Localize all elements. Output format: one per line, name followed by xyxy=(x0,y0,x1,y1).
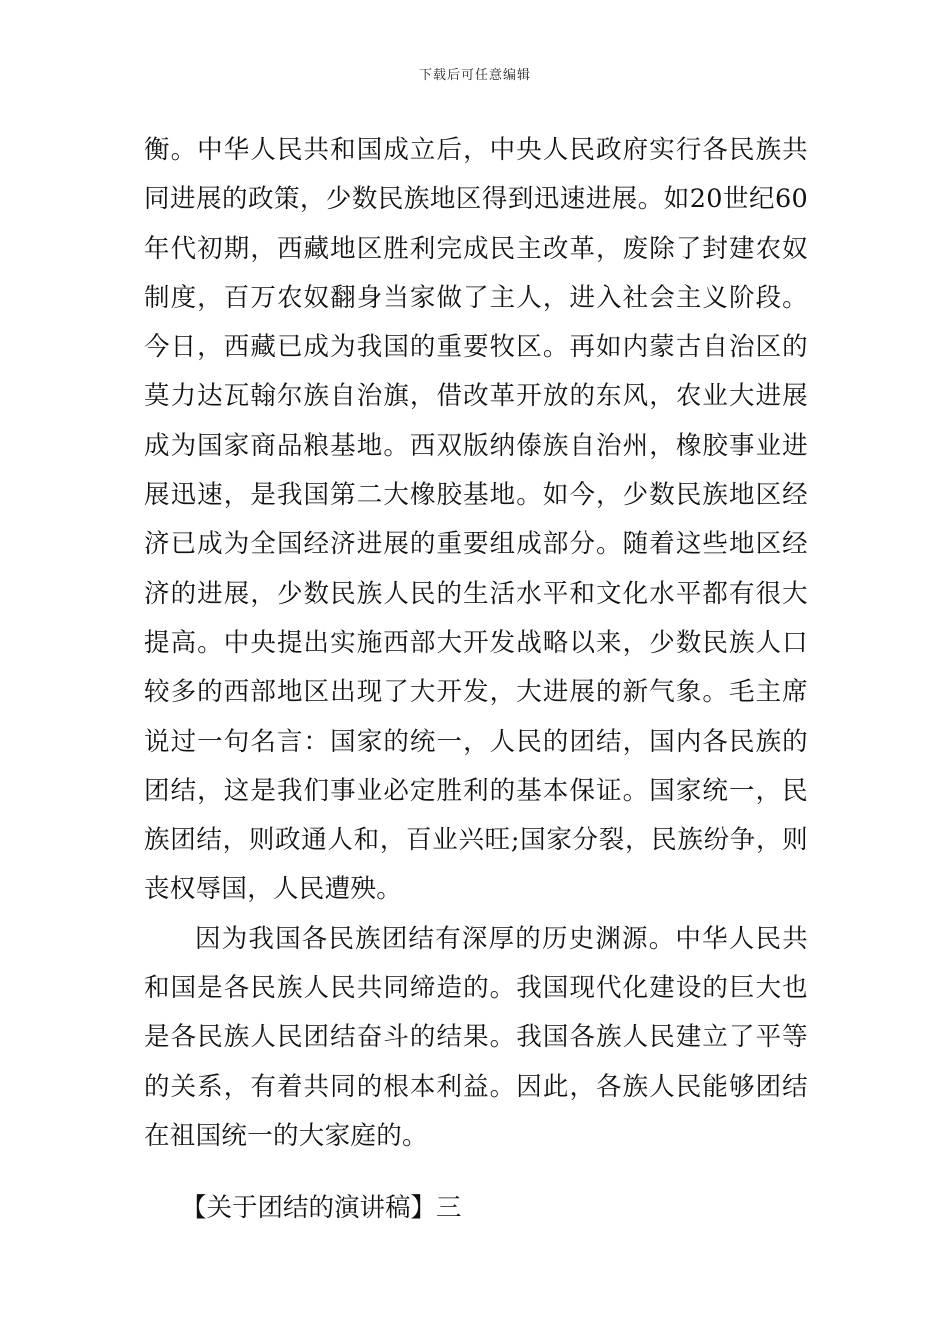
document-body xyxy=(144,126,808,1234)
paragraph-continued: 衡。中华人民共和国成立后，中央人民政府实行各民族共同进展的政策，少数民族地区得到迅速进展。如20世纪60年代初期，西藏地区胜利完成民主改革，废除了封建农奴制度，百万农奴翻身当家做了主人，进入社会主义阶段。今日，西藏已成为我国的重要牧区。再如内蒙古自治区的莫力达瓦翰尔族自治旗，借改革开放的东风，农业大进展成为国家商品粮基地。西双版纳傣族自治州，橡胶事业进展迅速，是我国第二大橡胶基地。如今，少数民族地区经济已成为全国经济进展的重要组成部分。随着这些地区经济的进展，少数民族人民的生活水平和文化水平都有很大提高。中央提出实施西部大开发战略以来，少数民族人口较多的西部地区出现了大开发，大进展的新气象。毛主席说过一句名言：国家的统一，人民的团结，国内各民族的团结，这是我们事业必定胜利的基本保证。国家统一，民族团结，则政通人和，百业兴旺;国家分裂，民族纷争，则丧权辱国，人民遭殃。 xyxy=(144,135,808,905)
paragraph: 因为我国各民族团结有深厚的历史渊源。中华人民共和国是各民族人民共同缔造的。我国现代化建设的巨大也是各民族人民团结奋斗的结果。我国各族人民建立了平等的关系，有着共同的根本利益。因此，各族人民能够团结在祖国统一的大家庭的。 xyxy=(144,923,808,1151)
section-heading: 【关于团结的演讲稿】三 xyxy=(181,1193,462,1224)
page-header: 下载后可任意编辑 xyxy=(418,68,531,83)
